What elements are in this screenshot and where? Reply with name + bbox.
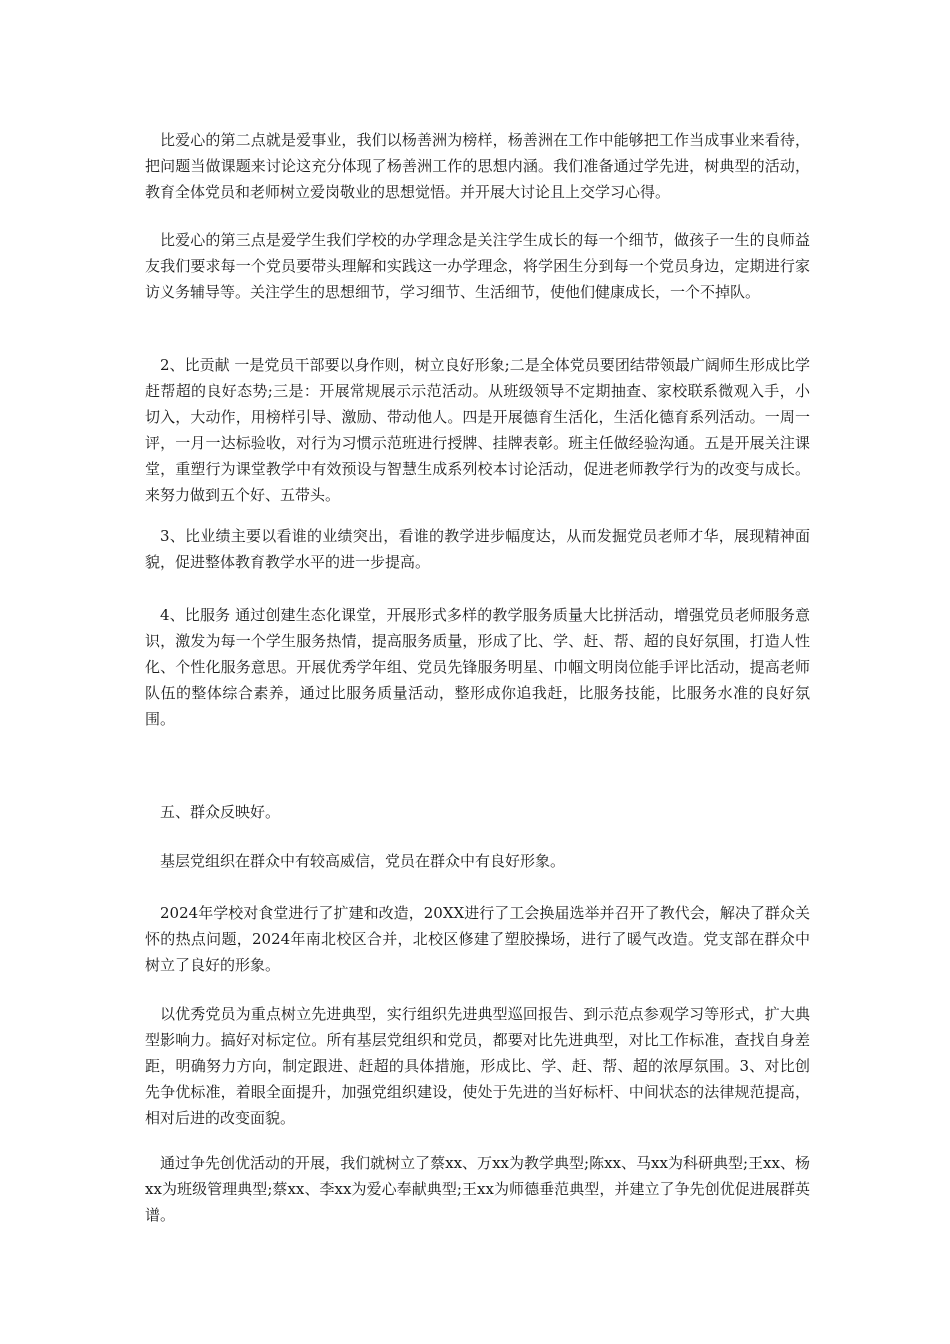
paragraph-compare-performance: 3、比业绩主要以看谁的业绩突出，看谁的教学进步幅度达，从而发掘党员老师才华，展现精神面貌，促进整体教育教学水平的进一步提高。 [145, 527, 810, 571]
section-heading-public-feedback: 五、群众反映好。 [160, 803, 281, 821]
paragraph-exemplary-members: 以优秀党员为重点树立先进典型，实行组织先进典型巡回报告、到示范点参观学习等形式，扩大典型影响力。搞好对标定位。所有基层党组织和党员，都要对比先进典型，对比工作标准，查找自身差距，明确努力方向，制定跟进、赶超的具体措施，形成比、学、赶、帮、超的浓厚氛围。3、对比创先争优标准，着眼全面提升，加强党组织建设，使处于先进的当好标杆、中间状态的法律规范提高，相对后进的改变面貌。 [145, 1005, 810, 1127]
paragraph-compare-service: 4、比服务 通过创建生态化课堂，开展形式多样的教学服务质量大比拼活动，增强党员老师服务意识，激发为每一个学生服务热情，提高服务质量，形成了比、学、赶、帮、超的良好氛围，打造人性化、个性化服务意思。开展优秀学年组、党员先锋服务明星、巾帼文明岗位能手评比活动，提高老师队伍的整体综合素养，通过比服务质量活动，整形成你追我赶，比服务技能，比服务水准的良好氛围。 [145, 606, 810, 728]
paragraph-compare-contribution: 2、比贡献 一是党员干部要以身作则，树立良好形象;二是全体党员要团结带领最广阔师生形成比学赶帮超的良好态势;三是：开展常规展示示范活动。从班级领导不定期抽查、家校联系微观入手，小切入，大动作，用榜样引导、激励、带动他人。四是开展德育生活化，生活化德育系列活动。一周一评，一月一达标验收，对行为习惯示范班进行授牌、挂牌表彰。班主任做经验沟通。五是开展关注课堂，重塑行为课堂教学中有效预设与智慧生成系列校本讨论活动，促进老师教学行为的改变与成长。来努力做到五个好、五带头。 [145, 356, 810, 504]
paragraph-role-models: 通过争先创优活动的开展，我们就树立了蔡xx、万xx为教学典型;陈xx、马xx为科研典型;王xx、杨xx为班级管理典型;蔡xx、李xx为爱心奉献典型;王xx为师德垂范典型，并建立了争先创优促进展群英谱。 [145, 1154, 810, 1224]
paragraph-prestige: 基层党组织在群众中有较高威信，党员在群众中有良好形象。 [160, 852, 566, 870]
paragraph-school-improvements: 2024年学校对食堂进行了扩建和改造，20XX进行了工会换届选举并召开了教代会，解决了群众关怀的热点问题，2024年南北校区合并，北校区修建了塑胶操场，进行了暖气改造。党支部在群众中树立了良好的形象。 [145, 904, 810, 974]
paragraph-love-students: 比爱心的第三点是爱学生我们学校的办学理念是关注学生成长的每一个细节，做孩子一生的良师益友我们要求每一个党员要带头理解和实践这一办学理念，将学困生分到每一个党员身边，定期进行家访义务辅导等。关注学生的思想细节，学习细节、生活细节，使他们健康成长，一个不掉队。 [145, 231, 810, 301]
paragraph-love-career: 比爱心的第二点就是爱事业，我们以杨善洲为榜样，杨善洲在工作中能够把工作当成事业来看待，把问题当做课题来讨论这充分体现了杨善洲工作的思想内涵。我们准备通过学先进，树典型的活动，教育全体党员和老师树立爱岗敬业的思想觉悟。并开展大讨论且上交学习心得。 [145, 131, 810, 201]
